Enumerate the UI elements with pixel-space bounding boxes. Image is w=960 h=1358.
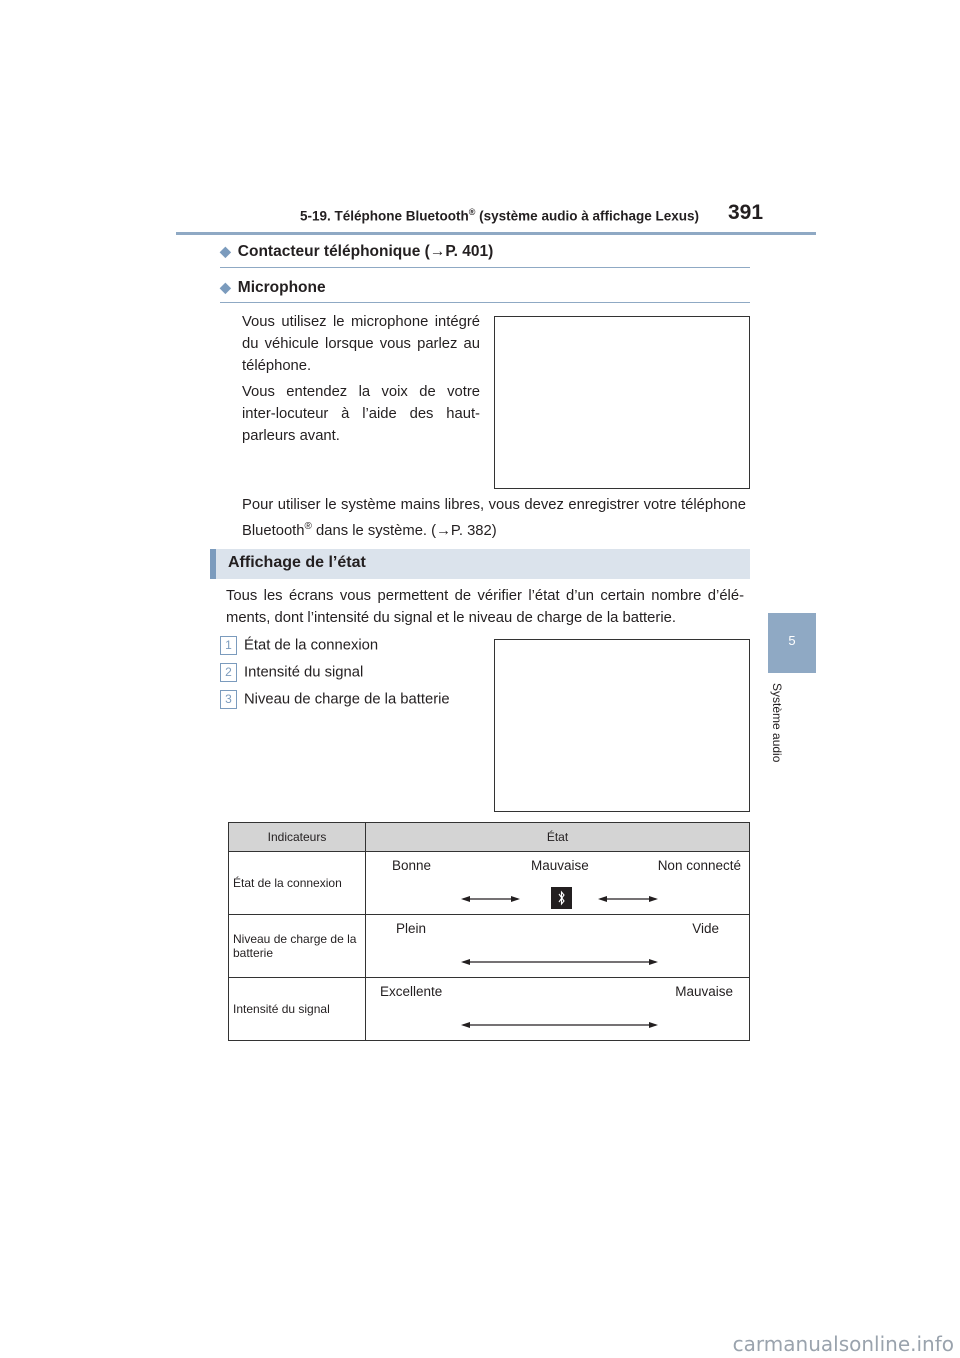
row-label: État de la connexion <box>229 852 366 915</box>
diamond-icon: ◆ <box>220 243 231 259</box>
table-row <box>229 978 750 1041</box>
list-item: 1 État de la connexion <box>220 636 378 655</box>
diamond-icon: ◆ <box>220 279 231 295</box>
bluetooth-icon <box>551 887 572 909</box>
table-row <box>229 852 750 915</box>
microphone-illustration <box>494 316 750 489</box>
double-arrow-icon <box>366 978 754 1040</box>
state-left-label: Excellente <box>380 984 443 999</box>
state-middle-label: Mauvaise <box>531 858 589 873</box>
status-display-illustration <box>494 639 750 812</box>
microphone-paragraph-3: Pour utiliser le système mains libres, vous devez enregistrer votre téléphone Bluetooth® dans le système. (→P. 382) <box>242 497 746 539</box>
row-state-cell <box>366 978 750 1041</box>
section-heading-affichage: Affichage de l’état <box>210 549 750 579</box>
table-header: Indicateurs <box>229 823 366 852</box>
row-state-cell <box>366 852 750 915</box>
table-header: État <box>366 823 750 852</box>
state-right-label: Vide <box>692 921 719 936</box>
state-right-label: Non connecté <box>657 858 741 873</box>
double-arrow-icon <box>366 915 754 977</box>
row-state-cell <box>366 915 750 978</box>
chapter-tab <box>768 613 816 673</box>
table-row <box>229 915 750 978</box>
row-label: Intensité du signal <box>229 978 366 1041</box>
callout-number: 3 <box>220 690 237 709</box>
subheading-rule <box>220 302 750 303</box>
microphone-paragraph-1: Vous utilisez le microphone intégré du véhicule lorsque vous parlez au téléphone. <box>242 314 480 374</box>
list-item: 2 Intensité du signal <box>220 663 363 682</box>
watermark: carmanualsonline.info <box>732 1332 954 1356</box>
indicator-table <box>228 822 750 1041</box>
row-label: Niveau de charge de la batterie <box>229 915 366 978</box>
state-left-label: Plein <box>396 921 427 936</box>
chapter-number: 5 <box>788 633 796 648</box>
header-rule <box>176 232 816 235</box>
chapter-title-vertical: Système audio <box>770 683 784 763</box>
affichage-intro: Tous les écrans vous permettent de vérifier l’état d’un certain nombre d’élé-ments, dont l’intensité du signal et le niveau de charge de la batterie. <box>226 588 744 626</box>
microphone-paragraph-2: Vous entendez la voix de votre inter-locuteur à l’aide des haut-parleurs avant. <box>242 384 480 444</box>
state-left-label: Bonne <box>392 858 432 873</box>
list-item: 3 Niveau de charge de la batterie <box>220 690 450 709</box>
running-header: 5-19. Téléphone Bluetooth® (système audio à affichage Lexus) <box>300 207 699 224</box>
subheading-contacteur: ◆ Contacteur téléphonique (→P. 401) <box>220 243 494 260</box>
callout-number: 1 <box>220 636 237 655</box>
state-right-label: Mauvaise <box>675 984 733 999</box>
subheading-microphone: ◆ Microphone <box>220 279 326 296</box>
subheading-rule <box>220 267 750 268</box>
page-number: 391 <box>728 201 764 224</box>
callout-number: 2 <box>220 663 237 682</box>
